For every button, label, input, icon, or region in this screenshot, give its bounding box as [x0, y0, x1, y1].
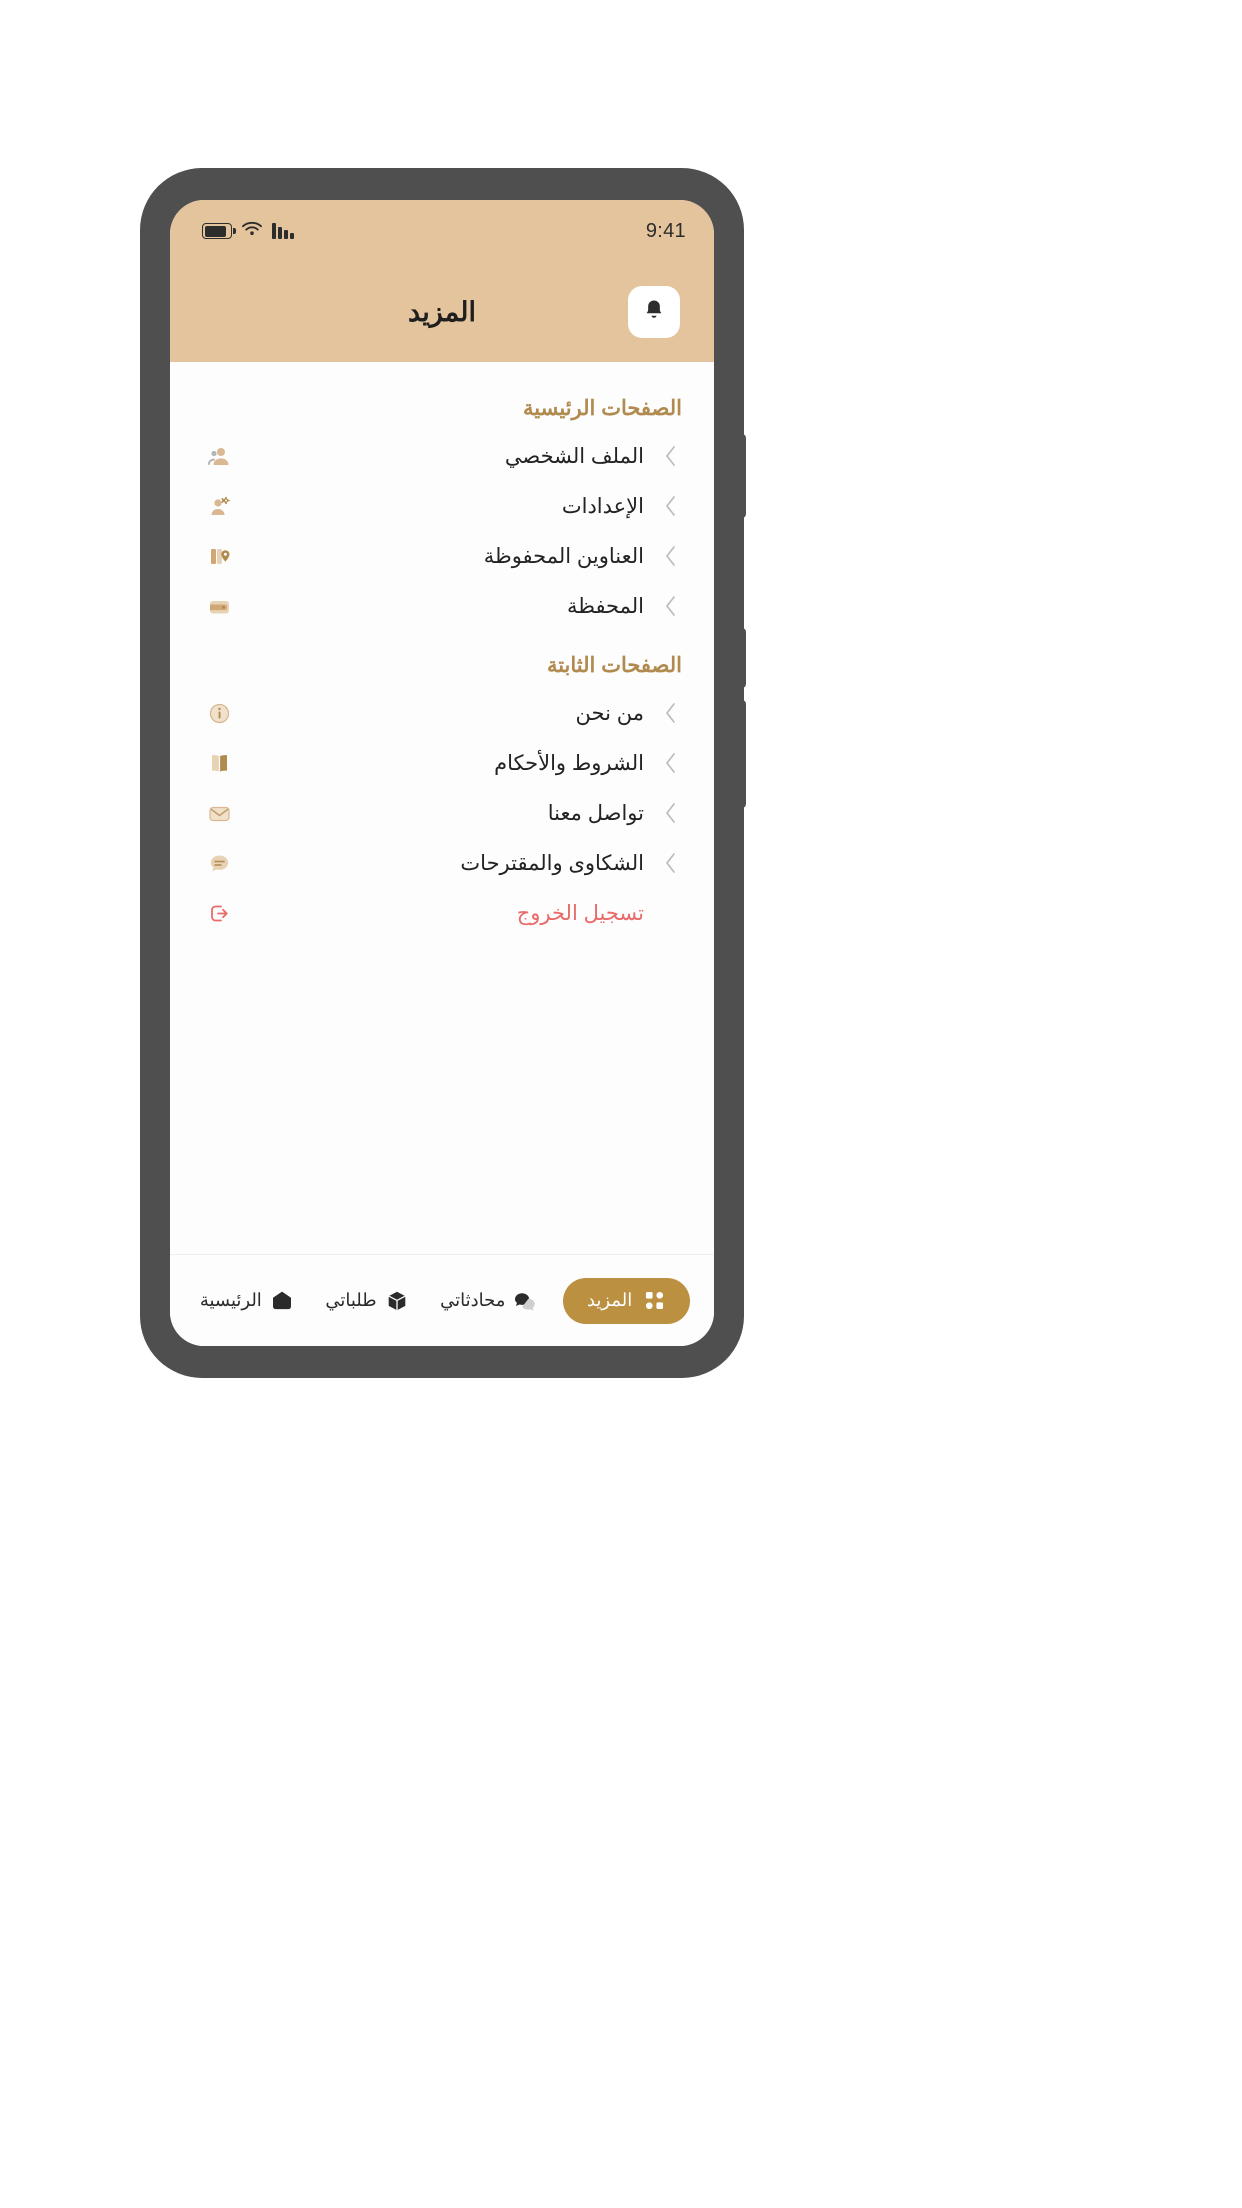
nav-item-home[interactable]: [194, 1281, 300, 1321]
volume-down-button[interactable]: [738, 700, 746, 808]
volume-up-button[interactable]: [738, 628, 746, 688]
nav-item-label: المزيد: [586, 1290, 633, 1310]
menu-item-label: تسجيل الخروج: [516, 901, 644, 925]
phone-screen: [170, 200, 714, 1346]
menu-item-profile[interactable]: [170, 431, 714, 481]
settings-user-icon: [204, 491, 234, 521]
chevron-left-icon: [658, 752, 682, 774]
menu-item-logout[interactable]: [170, 888, 714, 938]
section-title-static-pages: الصفحات الثابتة: [546, 654, 682, 677]
wallet-icon: [204, 591, 234, 621]
menu-item-contact-us[interactable]: [170, 788, 714, 838]
battery-icon: [202, 223, 232, 239]
menu-item-terms[interactable]: [170, 738, 714, 788]
chevron-left-icon: [658, 545, 682, 567]
notifications-button[interactable]: [628, 286, 680, 338]
grid-more-icon: [642, 1289, 666, 1313]
menu-item-label: الشكاوى والمقترحات: [460, 851, 644, 875]
more-menu-content: [170, 362, 714, 1254]
menu-item-about-us[interactable]: [170, 688, 714, 738]
nav-item-label: طلباتي: [325, 1290, 377, 1310]
status-bar-time: 9:41: [645, 219, 686, 242]
user-profile-icon: [204, 441, 234, 471]
book-icon: [204, 748, 234, 778]
menu-item-complaints[interactable]: [170, 838, 714, 888]
nav-item-label: محادثاتي: [440, 1290, 506, 1310]
chevron-left-icon: [658, 595, 682, 617]
wifi-icon: [242, 221, 262, 241]
chevron-left-icon: [658, 852, 682, 874]
menu-item-wallet[interactable]: [170, 581, 714, 631]
nav-item-orders[interactable]: [319, 1281, 414, 1321]
envelope-icon: [204, 798, 234, 828]
box-orders-icon: [385, 1289, 409, 1313]
chevron-left-icon: [658, 802, 682, 824]
menu-item-label: الإعدادات: [561, 494, 644, 518]
menu-item-label: العناوين المحفوظة: [483, 544, 644, 568]
home-icon: [270, 1289, 294, 1313]
page-title: المزيد: [408, 296, 476, 327]
nav-item-label: الرئيسية: [199, 1290, 262, 1310]
logout-icon: [204, 898, 234, 928]
chat-complaint-icon: [204, 848, 234, 878]
menu-item-saved-addresses[interactable]: [170, 531, 714, 581]
menu-item-label: تواصل معنا: [547, 801, 644, 825]
menu-item-label: من نحن: [575, 701, 644, 725]
menu-item-label: الملف الشخصي: [504, 444, 644, 468]
menu-item-label: المحفظة: [566, 594, 644, 618]
section-title-main-pages: الصفحات الرئيسية: [523, 397, 682, 420]
menu-item-label: الشروط والأحكام: [494, 751, 644, 775]
chat-bubble-icon: [513, 1289, 537, 1313]
app-bar: [170, 262, 714, 362]
saved-address-icon: [204, 541, 234, 571]
phone-frame: [140, 168, 744, 1378]
chevron-left-icon: [658, 702, 682, 724]
power-button[interactable]: [738, 434, 746, 518]
status-bar: [170, 200, 714, 262]
nav-item-chats[interactable]: [434, 1281, 543, 1321]
signal-icon: [272, 223, 294, 239]
info-icon: [204, 698, 234, 728]
chevron-left-icon: [658, 495, 682, 517]
nav-item-more[interactable]: [563, 1278, 690, 1324]
status-bar-icons: [202, 221, 294, 241]
bell-icon: [641, 297, 667, 328]
chevron-left-icon: [658, 445, 682, 467]
bottom-navigation: [170, 1254, 714, 1346]
menu-item-settings[interactable]: [170, 481, 714, 531]
